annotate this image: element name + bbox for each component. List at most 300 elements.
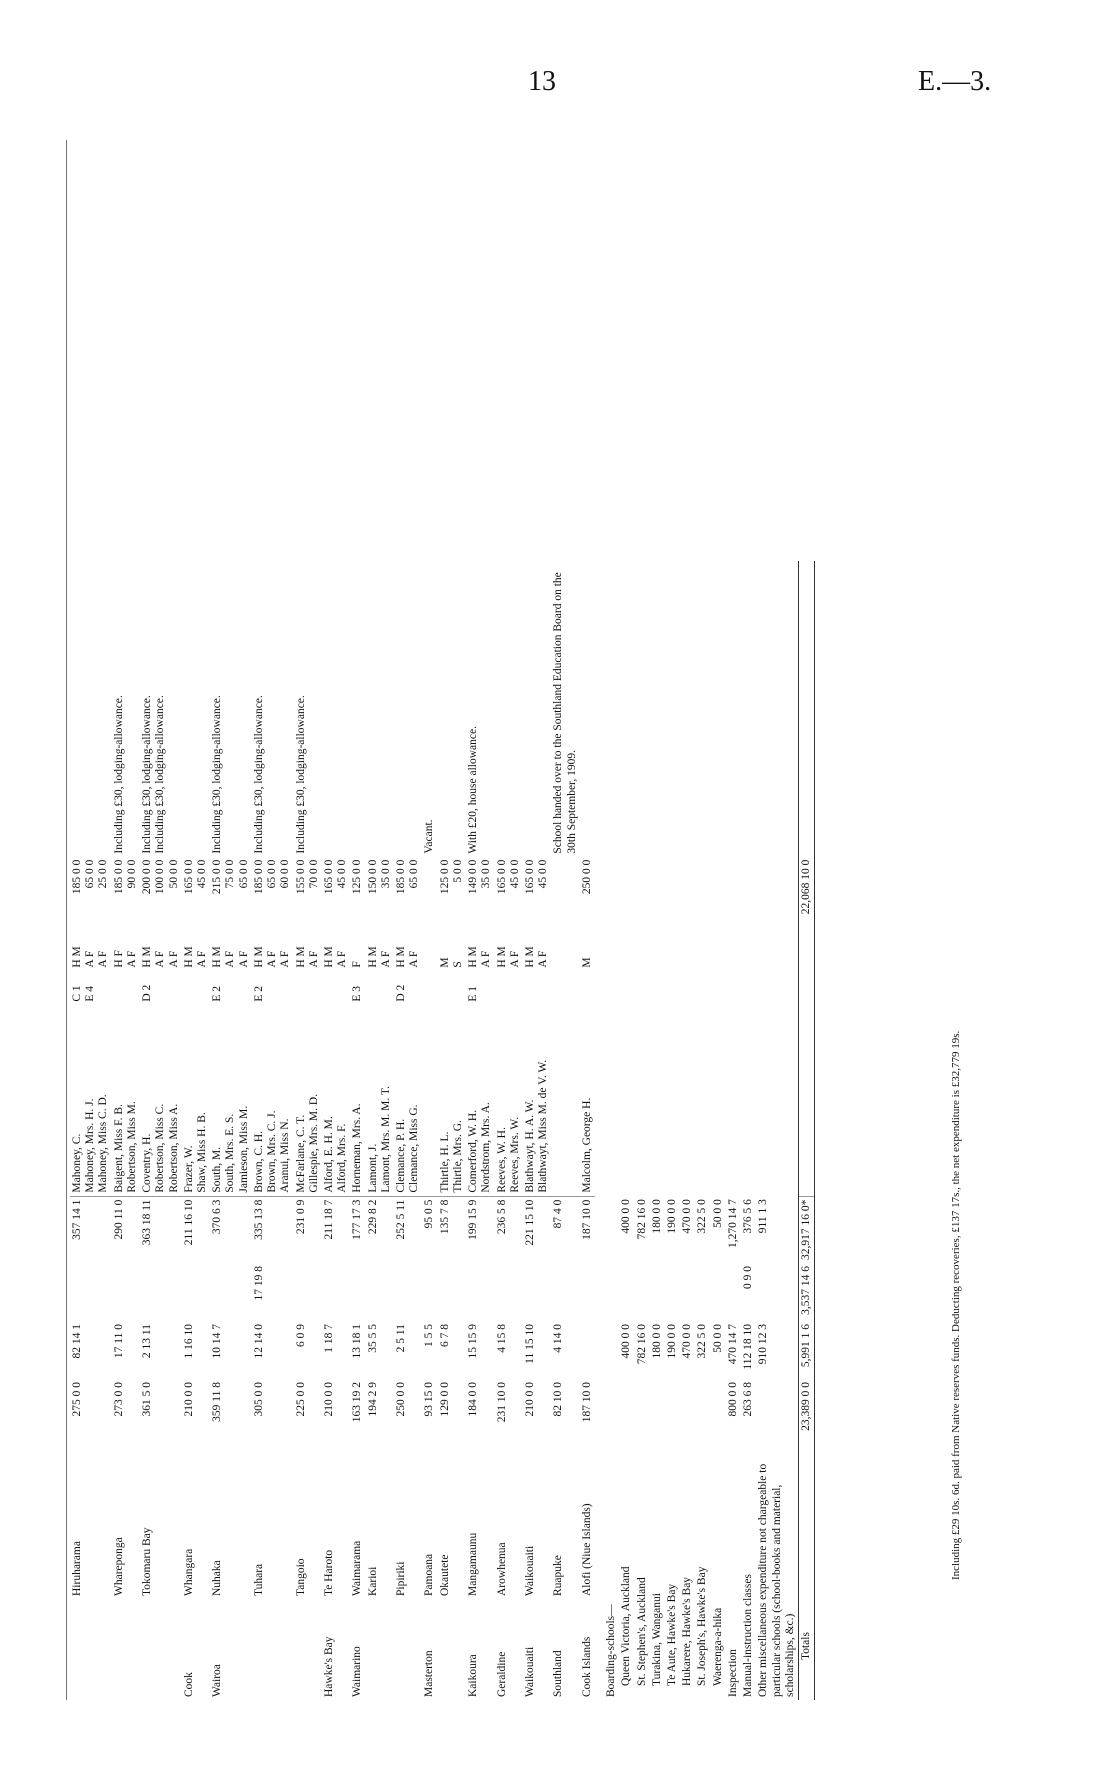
line: E 3 xyxy=(351,985,364,1002)
teachers-cell xyxy=(580,1005,595,1197)
amount-cell: 400 0 0 xyxy=(620,1324,633,1359)
amount-cell: 305 0 0 xyxy=(252,1382,265,1417)
total-cell: 5,991 1 6 xyxy=(798,1321,814,1379)
page-number: 13 xyxy=(528,66,556,97)
class-cell xyxy=(112,971,140,1005)
remarks-cell xyxy=(366,561,394,857)
class-cell xyxy=(495,971,523,1005)
salary-cell xyxy=(70,857,112,933)
line: Mahoney, Mrs. H. J. xyxy=(84,1098,97,1193)
line: H M xyxy=(141,946,154,968)
teachers-cell xyxy=(322,1005,350,1197)
line: South, Mrs. E. S. xyxy=(224,1113,237,1193)
table-top-rule xyxy=(66,140,67,1700)
line: H M xyxy=(524,946,536,968)
remarks-cell xyxy=(294,561,322,857)
district-cell xyxy=(438,1599,466,1700)
amount-cell: 359 11 8 xyxy=(211,1382,224,1422)
table-row xyxy=(580,561,595,1700)
remarks-cell xyxy=(495,561,523,857)
school-cell: Karioi xyxy=(366,1566,379,1596)
line: Brown, C. H. xyxy=(252,1130,265,1193)
blank-cell xyxy=(798,971,814,1005)
line: D 2 xyxy=(395,984,408,1002)
amount-cell: 782 16 0 xyxy=(635,1324,648,1365)
district-cell: Geraldine xyxy=(495,1651,508,1697)
line: F xyxy=(351,961,364,968)
teachers-cell xyxy=(366,1005,394,1197)
district-cell: Cook Islands xyxy=(580,1636,593,1697)
table-row xyxy=(366,561,394,1700)
blank-cell xyxy=(798,933,814,971)
line: A F xyxy=(537,950,550,968)
position-cell xyxy=(322,933,350,971)
line: Reeves, Mrs. W. xyxy=(508,1116,521,1193)
line: H M xyxy=(211,946,224,968)
line: 200 0 0 xyxy=(141,859,154,895)
amount-cell: 322 5 0 xyxy=(696,1324,709,1359)
amount-cell: 782 16 0 xyxy=(635,1199,648,1240)
line: H M xyxy=(467,946,480,968)
salary-cell xyxy=(322,857,350,933)
position-cell xyxy=(350,933,365,971)
amount-cell: 231 10 0 xyxy=(495,1382,508,1423)
line: 149 0 0 xyxy=(467,859,480,895)
boarding-row xyxy=(695,561,710,1700)
amount-cell: 231 0 9 xyxy=(294,1199,307,1235)
amount-cell xyxy=(438,1263,466,1321)
amount-cell xyxy=(756,1379,798,1443)
line: Including £30, lodging-allowance. xyxy=(211,695,224,854)
class-cell xyxy=(70,971,112,1005)
line: 165 0 0 xyxy=(524,859,536,895)
line: 70 0 0 xyxy=(307,859,320,889)
teachers-cell xyxy=(495,1005,523,1197)
line: H M xyxy=(495,946,508,968)
teachers-cell xyxy=(422,1005,437,1197)
amount-cell xyxy=(619,1379,634,1443)
line: S xyxy=(451,961,464,968)
line: E 2 xyxy=(211,985,224,1002)
class-cell xyxy=(294,971,322,1005)
amount-cell: 211 18 7 xyxy=(322,1199,335,1240)
amount-cell: 50 0 0 xyxy=(711,1324,724,1353)
school-cell: Waimarama xyxy=(351,1540,364,1596)
class-cell xyxy=(252,971,294,1005)
amount-cell: 13 18 1 xyxy=(351,1324,364,1359)
position-cell xyxy=(112,933,140,971)
line: Clemance, P. H. xyxy=(395,1118,408,1193)
amount-cell: 2 5 11 xyxy=(395,1324,408,1353)
table-row xyxy=(210,561,252,1700)
school-cell: Whangara xyxy=(182,1548,195,1596)
amount-cell: 225 0 0 xyxy=(294,1382,307,1417)
line: E 2 xyxy=(252,985,265,1002)
line: 150 0 0 xyxy=(366,859,379,895)
amount-cell: 275 0 0 xyxy=(71,1382,83,1417)
remarks-cell xyxy=(523,561,551,857)
salary-cell xyxy=(182,857,210,933)
amount-cell: 210 0 0 xyxy=(322,1382,335,1417)
remarks-cell xyxy=(70,561,112,857)
amount-cell: 376 5 6 xyxy=(742,1199,755,1234)
misc-label: Manual-instruction classes xyxy=(742,1574,755,1697)
district-cell xyxy=(294,1599,322,1700)
line: 185 0 0 xyxy=(252,859,265,895)
amount-cell: 177 17 3 xyxy=(351,1199,364,1240)
misc-label: Other miscellaneous expenditure not chargeable to particular schools (school-books and material, scholarships, &c.) xyxy=(757,1463,796,1697)
line: A F xyxy=(125,950,138,968)
school-cell: Pipiriki xyxy=(395,1561,408,1596)
amount-cell: 800 0 0 xyxy=(726,1382,739,1417)
amount-cell xyxy=(294,1263,322,1321)
line: 215 0 0 xyxy=(211,859,224,895)
teachers-cell xyxy=(438,1005,466,1197)
line: South, M. xyxy=(211,1146,224,1193)
amount-cell: 361 5 0 xyxy=(141,1382,154,1417)
school-cell: Mangamaunu xyxy=(467,1532,480,1596)
line: With £20, house allowance. xyxy=(467,726,480,854)
amount-cell: 87 4 0 xyxy=(552,1199,565,1229)
amount-cell xyxy=(70,1263,112,1321)
school-cell: Te Haroto xyxy=(322,1549,335,1596)
line: Vacant. xyxy=(423,819,436,854)
line: Clemance, Miss G. xyxy=(408,1104,421,1193)
line: 185 0 0 xyxy=(71,859,83,895)
remarks-cell xyxy=(210,561,252,857)
amount-cell xyxy=(635,1263,650,1321)
amount-cell: 335 13 8 xyxy=(252,1199,265,1240)
amount-cell: 370 6 3 xyxy=(211,1199,224,1235)
table-row xyxy=(422,561,437,1700)
salary-cell xyxy=(350,857,365,933)
line: Including £30, lodging-allowance. xyxy=(141,695,154,854)
table-row xyxy=(551,561,579,1700)
misc-row xyxy=(726,561,741,1700)
amount-cell xyxy=(112,1263,140,1321)
salary-cell xyxy=(294,857,322,933)
amount-cell: 210 0 0 xyxy=(524,1382,536,1417)
school-cell: Arowhenua xyxy=(495,1542,508,1596)
totals-row xyxy=(798,561,814,1700)
line: A F xyxy=(237,950,250,968)
district-cell: Masterton xyxy=(423,1650,436,1697)
amount-cell: 10 14 7 xyxy=(211,1324,224,1359)
line: Blathwayt, Miss M. de V. W. xyxy=(537,1059,550,1193)
amount-cell xyxy=(322,1263,350,1321)
table-row xyxy=(294,561,322,1700)
table-row xyxy=(112,561,140,1700)
amount-cell: 180 0 0 xyxy=(650,1324,663,1359)
amount-cell: 290 11 0 xyxy=(112,1199,125,1240)
amount-cell: 199 15 9 xyxy=(467,1199,480,1240)
line: A F xyxy=(84,950,97,968)
amount-cell: 11 15 10 xyxy=(524,1324,536,1364)
position-cell xyxy=(466,933,494,971)
amount-cell xyxy=(695,1263,710,1321)
amount-cell xyxy=(665,1379,680,1443)
salary-cell xyxy=(366,857,394,933)
district-cell xyxy=(70,1599,112,1700)
line: Malcolm, George H. xyxy=(580,1097,593,1193)
amount-cell: 82 10 0 xyxy=(552,1382,565,1417)
line: Including £30, lodging-allowance. xyxy=(154,695,167,854)
amount-cell xyxy=(635,1379,650,1443)
teachers-cell xyxy=(294,1005,322,1197)
amount-cell: 1 5 5 xyxy=(423,1324,436,1347)
line: 45 0 0 xyxy=(195,859,208,889)
table-row xyxy=(252,561,294,1700)
line: 250 0 0 xyxy=(580,859,593,895)
school-cell: Tokomaru Bay xyxy=(141,1527,154,1596)
amount-cell: 211 16 10 xyxy=(182,1199,195,1246)
line: 165 0 0 xyxy=(182,859,195,895)
line: Jamieson, Miss M. xyxy=(237,1105,250,1193)
line: 125 0 0 xyxy=(438,859,451,895)
amount-cell: 911 1 3 xyxy=(757,1199,770,1234)
table-row xyxy=(140,561,182,1700)
district-cell: Wairoa xyxy=(211,1664,224,1697)
line: H M xyxy=(366,946,379,968)
district-cell: Southland xyxy=(552,1650,565,1697)
district-cell: Waikouaiti xyxy=(524,1646,536,1697)
position-cell xyxy=(182,933,210,971)
position-cell xyxy=(366,933,394,971)
boarding-row xyxy=(665,561,680,1700)
school-cell: Whareponga xyxy=(112,1537,125,1596)
line: 35 0 0 xyxy=(379,859,392,889)
line: A F xyxy=(408,950,421,968)
position-cell xyxy=(210,933,252,971)
position-cell xyxy=(394,933,422,971)
position-cell xyxy=(438,933,466,971)
amount-cell: 35 5 5 xyxy=(366,1324,379,1353)
line: 125 0 0 xyxy=(351,859,364,895)
salary-cell xyxy=(580,857,595,933)
amount-cell: 17 19 8 xyxy=(252,1266,265,1301)
line: 50 0 0 xyxy=(167,859,180,889)
district-cell xyxy=(252,1599,294,1700)
teachers-cell xyxy=(112,1005,140,1197)
remarks-cell xyxy=(394,561,422,857)
district-cell xyxy=(366,1599,394,1700)
table-row xyxy=(350,561,365,1700)
line: Coventry, H. xyxy=(141,1133,154,1193)
line: Thirtle, H. L. xyxy=(438,1131,451,1193)
line: C 1 xyxy=(71,985,83,1002)
amount-cell: 1 16 10 xyxy=(182,1324,195,1359)
footnote: Including £29 10s. 6d. paid from Native reserves funds. Deducting recoveries, £137 17s., the net expenditure is £32,779 19s. xyxy=(950,1030,962,1580)
remarks-cell xyxy=(422,561,437,857)
boarding-row xyxy=(635,561,650,1700)
line: Shaw, Miss H. B. xyxy=(195,1112,208,1193)
table-row xyxy=(466,561,494,1700)
boarding-label: Turakina, Wanganui xyxy=(650,1593,663,1686)
line: H M xyxy=(252,946,265,968)
position-cell xyxy=(294,933,322,971)
amount-cell: 93 15 0 xyxy=(423,1382,436,1417)
amount-cell xyxy=(366,1263,394,1321)
blank-cell xyxy=(798,561,814,857)
boarding-row xyxy=(680,561,695,1700)
class-cell xyxy=(466,971,494,1005)
amount-cell: 252 5 11 xyxy=(395,1199,408,1240)
line: M xyxy=(438,957,451,968)
line: A F xyxy=(154,950,167,968)
line: 60 0 0 xyxy=(279,859,292,889)
boarding-label: Waerenga-a-hika xyxy=(711,1607,724,1686)
school-cell: Pamoana xyxy=(423,1553,436,1596)
teachers-cell xyxy=(140,1005,182,1197)
table-row xyxy=(438,561,466,1700)
position-cell xyxy=(252,933,294,971)
line: H M xyxy=(71,946,83,968)
line: Including £30, lodging-allowance. xyxy=(252,695,265,854)
line: Blathwayt, H. A. W. xyxy=(524,1099,536,1193)
expenditure-table xyxy=(70,561,815,1700)
class-cell xyxy=(438,971,466,1005)
amount-cell xyxy=(466,1263,494,1321)
amount-cell: 6 0 9 xyxy=(294,1324,307,1347)
amount-cell xyxy=(619,1263,634,1321)
amount-cell: 1,270 14 7 xyxy=(726,1199,739,1248)
amount-cell: 95 0 5 xyxy=(423,1199,436,1229)
amount-cell xyxy=(580,1263,595,1321)
salary-cell xyxy=(495,857,523,933)
position-cell xyxy=(422,933,437,971)
line: 90 0 0 xyxy=(125,859,138,889)
line: 5 0 0 xyxy=(451,859,464,883)
remarks-cell xyxy=(438,561,466,857)
salary-cell xyxy=(422,857,437,933)
school-cell: Ruapuke xyxy=(552,1555,565,1596)
line: 165 0 0 xyxy=(322,859,335,895)
amount-cell: 1 18 7 xyxy=(322,1324,335,1353)
amount-cell xyxy=(665,1263,680,1321)
table-row xyxy=(182,561,210,1700)
line: 45 0 0 xyxy=(537,859,550,889)
class-cell xyxy=(422,971,437,1005)
remarks-cell xyxy=(252,561,294,857)
line: 65 0 0 xyxy=(237,859,250,889)
line: 155 0 0 xyxy=(294,859,307,895)
line: Reeves, W. H. xyxy=(495,1127,508,1193)
amount-cell xyxy=(756,1263,798,1321)
line: H M xyxy=(182,946,195,968)
district-cell: Kaikoura xyxy=(467,1654,480,1697)
position-cell xyxy=(140,933,182,971)
line: Mahoney, Miss C. D. xyxy=(97,1094,110,1193)
amount-cell xyxy=(580,1321,595,1379)
class-cell xyxy=(182,971,210,1005)
salary-cell xyxy=(112,857,140,933)
amount-cell: 112 18 10 xyxy=(742,1324,755,1370)
remarks-cell xyxy=(580,561,595,857)
table-row xyxy=(322,561,350,1700)
amount-cell: 4 14 0 xyxy=(552,1324,565,1353)
amount-cell xyxy=(523,1263,551,1321)
amount-cell xyxy=(711,1379,726,1443)
line: Brown, Mrs. C. J. xyxy=(266,1110,279,1193)
total-cell: 32,917 16 0* xyxy=(798,1196,814,1263)
line: A F xyxy=(508,950,521,968)
remarks-cell xyxy=(551,561,579,857)
salary-cell xyxy=(438,857,466,933)
line: H M xyxy=(322,946,335,968)
line: A F xyxy=(336,950,349,968)
line: Nordstrom, Mrs. A. xyxy=(480,1102,493,1193)
school-cell: Tangoio xyxy=(294,1558,307,1596)
line: Gillespie, Mrs. M. D. xyxy=(307,1093,320,1193)
position-cell xyxy=(551,933,579,971)
line: School handed over to the Southland Education Board on the 30th September, 1909. xyxy=(552,572,578,854)
teachers-cell xyxy=(350,1005,365,1197)
line: H F xyxy=(112,950,125,968)
line: Robertson, Miss A. xyxy=(167,1103,180,1193)
amount-cell: 82 14 1 xyxy=(71,1324,83,1359)
teachers-cell xyxy=(394,1005,422,1197)
remarks-cell xyxy=(112,561,140,857)
boarding-row xyxy=(711,561,726,1700)
line: A F xyxy=(266,950,279,968)
amount-cell xyxy=(182,1263,210,1321)
boarding-row xyxy=(619,561,634,1700)
amount-cell: 135 7 8 xyxy=(438,1199,451,1235)
amount-cell xyxy=(140,1263,182,1321)
amount-cell: 184 0 0 xyxy=(467,1382,480,1417)
amount-cell: 236 5 8 xyxy=(495,1199,508,1235)
salary-cell xyxy=(140,857,182,933)
class-cell xyxy=(210,971,252,1005)
line: H M xyxy=(395,946,408,968)
table-row xyxy=(394,561,422,1700)
school-cell: Tuhara xyxy=(252,1563,265,1596)
line: 65 0 0 xyxy=(84,859,97,889)
district-cell xyxy=(140,1599,182,1700)
position-cell xyxy=(70,933,112,971)
amount-cell: 263 6 8 xyxy=(742,1382,755,1417)
line: M xyxy=(580,957,593,968)
amount-cell xyxy=(695,1379,710,1443)
blank-cell xyxy=(798,1005,814,1197)
line: 185 0 0 xyxy=(395,859,408,895)
salary-cell xyxy=(523,857,551,933)
amount-cell: 6 7 8 xyxy=(438,1324,451,1347)
class-cell xyxy=(551,971,579,1005)
line: D 2 xyxy=(141,984,154,1002)
teachers-cell xyxy=(252,1005,294,1197)
misc-row xyxy=(756,561,798,1700)
line: Lamont, Mrs. M. M. T. xyxy=(379,1086,392,1193)
boarding-heading-row xyxy=(595,561,619,1700)
amount-cell: 470 0 0 xyxy=(681,1199,694,1234)
line: 45 0 0 xyxy=(508,859,521,889)
line: Lamont, J. xyxy=(366,1143,379,1193)
teachers-cell xyxy=(210,1005,252,1197)
class-cell xyxy=(350,971,365,1005)
school-cell: Okautete xyxy=(438,1554,451,1596)
class-cell xyxy=(322,971,350,1005)
amount-cell xyxy=(726,1263,741,1321)
line: Robertson, Miss C. xyxy=(154,1103,167,1193)
teachers-cell xyxy=(551,1005,579,1197)
salary-cell xyxy=(252,857,294,933)
amount-cell: 470 14 7 xyxy=(726,1324,739,1365)
district-cell: Waimarino xyxy=(351,1646,364,1697)
line: Comerford, W. H. xyxy=(467,1109,480,1193)
table-row xyxy=(523,561,551,1700)
amount-cell: 50 0 0 xyxy=(711,1199,724,1228)
